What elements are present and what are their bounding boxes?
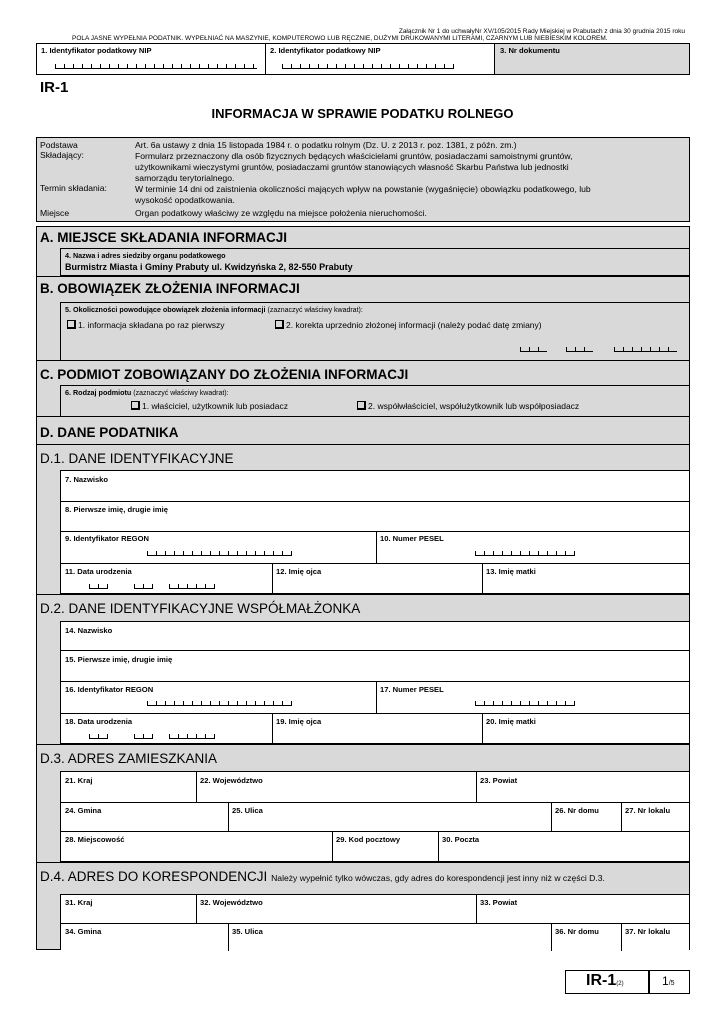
d3-col-divider-7	[438, 831, 439, 863]
field-27-apartment-number[interactable]: 27. Nr lokalu	[625, 806, 671, 815]
field-4-label: 4. Nazwa i adres siedziby organu podatkowego	[65, 251, 226, 260]
checkbox-icon[interactable]	[357, 401, 366, 410]
footer-code-text: IR-1	[586, 972, 617, 989]
d4-note: Należy wypełnić tylko wówczas, gdy adres do korespondencji jest inny niż w części D.3.	[271, 873, 605, 883]
field-9-regon[interactable]: 9. Identyfikator REGON	[65, 534, 149, 543]
basis-text: Art. 6a ustawy z dnia 15 listopada 1984 r. o podatku rolnym (Dz. U. z 2013 r. poz. 1381, z późn. zm.)	[135, 140, 517, 150]
nip-field-2-ticks	[282, 64, 454, 69]
nip-field-1-ticks	[55, 64, 257, 69]
field-18-month	[134, 734, 153, 739]
d1-title: D.1. DANE IDENTYFIKACYJNE	[40, 451, 234, 466]
field-12-father-name[interactable]: 12. Imię ojca	[276, 567, 322, 576]
document-number-label: 3. Nr dokumentu	[500, 46, 560, 55]
d1-row-divider-3	[61, 563, 689, 564]
field-23-county[interactable]: 23. Powiat	[480, 776, 518, 785]
option-correction-label: 2. korekta uprzednio złożonej informacji (należy podać datę zmiany)	[286, 320, 542, 330]
d2-block	[60, 621, 690, 744]
d2-col-divider-2	[272, 713, 273, 745]
field-15-first-names[interactable]: 15. Pierwsze imię, drugie imię	[65, 655, 173, 664]
checkbox-icon[interactable]	[67, 320, 76, 329]
field-5-label-text: 5. Okoliczności powodujące obowiązek złożenia informacji	[65, 305, 266, 314]
place-label: Miejsce	[40, 208, 70, 218]
option-owner[interactable]	[131, 401, 288, 412]
footer-version: (2)	[616, 981, 624, 987]
field-8-first-names[interactable]: 8. Pierwsze imię, drugie imię	[65, 505, 168, 514]
field-10-ticks	[475, 551, 575, 556]
footer-page-number	[662, 974, 675, 988]
field-32-voivodeship[interactable]: 32. Województwo	[200, 898, 263, 907]
d4-col-divider-3	[228, 923, 229, 951]
footer-form-code-box	[565, 970, 649, 994]
d1-col-divider-1	[376, 531, 377, 563]
field-16-regon[interactable]: 16. Identyfikator REGON	[65, 685, 154, 694]
change-date-month[interactable]	[566, 347, 593, 352]
field-24-commune[interactable]: 24. Gmina	[65, 806, 102, 815]
field-6-hint: (zaznaczyć właściwy kwadrat):	[133, 390, 229, 397]
section-d-divider	[36, 444, 690, 445]
field-34-commune[interactable]: 34. Gmina	[65, 927, 102, 936]
d2-row-divider-3	[61, 713, 689, 714]
d3-col-divider-1	[196, 772, 197, 802]
d4-divider	[36, 862, 690, 863]
basis-label: Podstawa	[40, 140, 78, 150]
d2-divider	[36, 594, 690, 595]
footer-page: 1	[662, 974, 669, 988]
d2-title: D.2. DANE IDENTYFIKACYJNE WSPÓŁMAŁŻONKA	[40, 601, 361, 616]
field-28-town[interactable]: 28. Miejscowość	[65, 835, 125, 844]
d1-col-divider-3	[482, 563, 483, 595]
field-11-month	[134, 584, 153, 589]
d4-col-divider-4	[551, 923, 552, 951]
d3-title: D.3. ADRES ZAMIESZKANIA	[40, 751, 218, 766]
section-a-title: A. MIEJSCE SKŁADANIA INFORMACJI	[40, 230, 288, 245]
field-6-entity-type	[60, 385, 690, 416]
field-17-pesel[interactable]: 17. Numer PESEL	[380, 685, 444, 694]
field-7-surname[interactable]: 7. Nazwisko	[65, 475, 109, 484]
field-25-street[interactable]: 25. Ulica	[232, 806, 263, 815]
d4-col-divider-1	[196, 895, 197, 923]
field-17-ticks	[475, 701, 575, 706]
filers-text-1: Formularz przeznaczony dla osób fizycznych będących właścicielami gruntów, posiadaczami samoistnymi gruntów,	[135, 151, 573, 161]
field-4-tax-office[interactable]	[60, 248, 690, 276]
field-21-country[interactable]: 21. Kraj	[65, 776, 93, 785]
field-26-house-number[interactable]: 26. Nr domu	[555, 806, 599, 815]
field-5-label	[65, 305, 363, 315]
option-correction[interactable]	[275, 320, 542, 331]
document-number-field	[494, 43, 690, 75]
field-30-post-office[interactable]: 30. Poczta	[442, 835, 480, 844]
d2-row-divider-1	[61, 650, 689, 651]
d4-col-divider-2	[476, 895, 477, 923]
field-11-birth-date[interactable]: 11. Data urodzenia	[65, 567, 132, 576]
nip-field-2[interactable]	[265, 43, 495, 75]
field-29-postal-code[interactable]: 29. Kod pocztowy	[336, 835, 401, 844]
change-date-day[interactable]	[520, 347, 547, 352]
d3-col-divider-2	[476, 772, 477, 802]
field-31-country[interactable]: 31. Kraj	[65, 898, 93, 907]
checkbox-icon[interactable]	[131, 401, 140, 410]
field-35-street[interactable]: 35. Ulica	[232, 927, 263, 936]
field-13-mother-name[interactable]: 13. Imię matki	[486, 567, 536, 576]
footer-form-code	[586, 972, 624, 990]
field-37-apartment-number[interactable]: 37. Nr lokalu	[625, 927, 671, 936]
field-11-day	[89, 584, 108, 589]
field-18-birth-date[interactable]: 18. Data urodzenia	[65, 717, 133, 726]
field-10-pesel[interactable]: 10. Numer PESEL	[380, 534, 444, 543]
field-36-house-number[interactable]: 36. Nr domu	[555, 927, 599, 936]
option-first-filing[interactable]	[67, 320, 224, 331]
attachment-note: Załącznik Nr 1 do uchwałyNr XV/105/2015 Rady Miejskiej w Prabutach z dnia 30 grudnia 2015 roku	[398, 28, 685, 35]
d1-col-divider-2	[272, 563, 273, 595]
d1-row-divider-1	[61, 501, 689, 502]
d4-title-text: D.4. ADRES DO KORESPONDENCJI	[40, 869, 268, 884]
d1-block	[60, 470, 690, 594]
d3-divider	[36, 744, 690, 745]
option-co-owner[interactable]	[357, 401, 579, 412]
field-6-label	[65, 388, 229, 398]
d4-block	[60, 894, 690, 950]
field-5-hint: (zaznaczyć właściwy kwadrat):	[267, 307, 363, 314]
field-18-year	[169, 734, 215, 739]
field-33-county[interactable]: 33. Powiat	[480, 898, 518, 907]
nip-field-1-label: 1. Identyfikator podatkowy NIP	[41, 46, 152, 55]
nip-field-1[interactable]	[36, 43, 265, 75]
deadline-text-1: W terminie 14 dni od zaistnienia okoliczności mających wpływ na powstanie (wygaśnięcie) obowiązku podatkowego, lub	[135, 184, 591, 194]
page-title: INFORMACJA W SPRAWIE PODATKU ROLNEGO	[211, 106, 514, 121]
d3-col-divider-3	[228, 802, 229, 831]
form-code: IR-1	[40, 79, 69, 96]
d4-title	[40, 869, 605, 886]
filers-text-3: samorządu terytorialnego.	[135, 173, 235, 183]
d3-block	[60, 771, 690, 862]
option-co-owner-label: 2. współwłaściciel, współużytkownik lub współposiadacz	[368, 401, 580, 411]
field-19-father-name[interactable]: 19. Imię ojca	[276, 717, 322, 726]
d3-col-divider-5	[621, 802, 622, 831]
d4-col-divider-5	[621, 923, 622, 951]
instructions-note: POLA JASNE WYPEŁNIA PODATNIK. WYPEŁNIAĆ NA MASZYNIE, KOMPUTEROWO LUB RĘCZNIE, DUŻYMI DRUKOWANYMI LITERAMI, CZARNYM LUB NIEBIESKIM KOLOREM.	[72, 35, 608, 42]
option-first-filing-label: 1. informacja składana po raz pierwszy	[78, 320, 225, 330]
deadline-text-2: wysokość opodatkowania.	[135, 195, 235, 205]
footer-total: /5	[668, 980, 675, 987]
field-6-label-text: 6. Rodzaj podmiotu	[65, 388, 132, 397]
footer-page-box	[649, 970, 690, 994]
intro-box	[36, 137, 690, 222]
change-date-year[interactable]	[614, 347, 677, 352]
field-14-surname[interactable]: 14. Nazwisko	[65, 626, 113, 635]
filers-label: Składający:	[40, 150, 84, 160]
d3-col-divider-4	[551, 802, 552, 831]
place-text: Organ podatkowy właściwy ze względu na miejsce położenia nieruchomości.	[135, 208, 427, 218]
filers-text-2: użytkownikami wieczystymi gruntów, posiadaczami gruntów stanowiących własność Skarbu Państwa lub jednostki	[135, 162, 569, 172]
d3-row-divider-2	[61, 831, 689, 832]
section-c-title: C. PODMIOT ZOBOWIĄZANY DO ZŁOŻENIA INFORMACJI	[40, 367, 409, 382]
deadline-label: Termin składania:	[40, 183, 107, 193]
nip-field-2-label: 2. Identyfikator podatkowy NIP	[270, 46, 381, 55]
section-d-title: D. DANE PODATNIKA	[40, 425, 179, 440]
d2-col-divider-1	[376, 681, 377, 713]
d2-col-divider-3	[482, 713, 483, 745]
field-4-value: Burmistrz Miasta i Gminy Prabuty ul. Kwidzyńska 2, 82-550 Prabuty	[65, 262, 353, 272]
field-9-ticks	[147, 551, 292, 556]
field-20-mother-name[interactable]: 20. Imię matki	[486, 717, 536, 726]
d3-row-divider-1	[61, 802, 689, 803]
d1-row-divider-2	[61, 531, 689, 532]
field-22-voivodeship[interactable]: 22. Województwo	[200, 776, 263, 785]
d2-row-divider-2	[61, 681, 689, 682]
field-16-ticks	[147, 701, 292, 706]
field-11-year	[169, 584, 215, 589]
d4-row-divider-1	[61, 923, 689, 924]
checkbox-icon[interactable]	[275, 320, 284, 329]
section-b-title: B. OBOWIĄZEK ZŁOŻENIA INFORMACJI	[40, 281, 300, 296]
d3-col-divider-6	[332, 831, 333, 863]
option-owner-label: 1. właściciel, użytkownik lub posiadacz	[142, 401, 288, 411]
field-18-day	[89, 734, 108, 739]
field-5-circumstances	[60, 302, 690, 360]
